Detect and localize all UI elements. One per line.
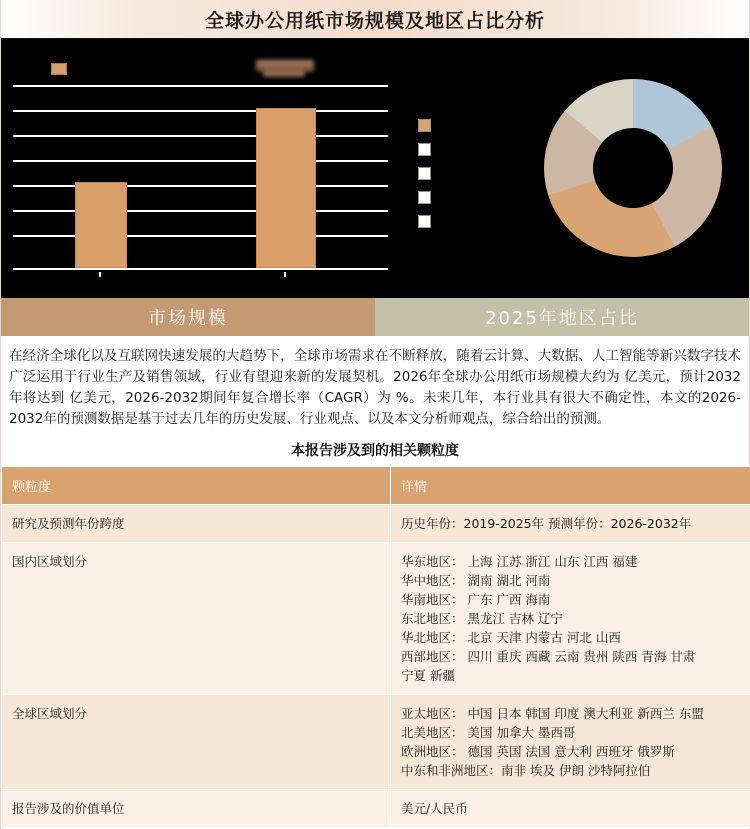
x-axis [13, 268, 388, 270]
detail-line: 欧洲地区： 德国 英国 法国 意大利 西班牙 俄罗斯 [401, 744, 675, 759]
donut-legend-swatch-1 [418, 119, 431, 132]
bar-series-2 [256, 108, 316, 268]
row-detail [391, 695, 750, 790]
bar-series-1 [75, 182, 127, 268]
detail-line: 美元/人民币 [401, 801, 468, 816]
donut-legend-swatch-4 [418, 191, 431, 204]
detail-line: 华中地区： 湖南 湖北 河南 [401, 573, 551, 588]
gridline [13, 85, 388, 87]
donut-legend-swatch-3 [418, 167, 431, 180]
row-label: 国内区域划分 [2, 543, 391, 695]
x-tick [99, 272, 101, 277]
tab-regional-share[interactable]: 2025年地区占比 [375, 298, 749, 336]
row-label: 全球区域划分 [2, 695, 391, 790]
table-row [2, 695, 750, 790]
table-row [2, 543, 750, 695]
gridline [13, 185, 388, 187]
row-label: 报告涉及的价值单位 [2, 790, 391, 828]
x-tick [284, 272, 286, 277]
row-detail [391, 790, 750, 828]
detail-line: 华东地区： 上海 江苏 浙江 山东 江西 福建 [401, 554, 638, 569]
table-header-row [2, 467, 750, 505]
bar-chart [1, 39, 406, 298]
tab-market-size[interactable]: 市场规模 [1, 298, 375, 336]
gridline [13, 235, 388, 237]
donut-center-hole [593, 128, 673, 208]
page-title: 全球办公用纸市场规模及地区占比分析 [204, 9, 545, 32]
row-detail [391, 543, 750, 695]
detail-line: 华北地区： 北京 天津 内蒙古 河北 山西 [401, 630, 621, 645]
detail-line: 亚太地区： 中国 日本 韩国 印度 澳大利亚 新西兰 东盟 [401, 706, 704, 721]
detail-line: 西部地区： 四川 重庆 西藏 云南 贵州 陕西 青海 甘肃 [401, 649, 696, 664]
legend-swatch-icon [51, 63, 67, 75]
table-row [2, 505, 750, 543]
detail-line: 宁夏 新疆 [401, 668, 455, 683]
detail-line: 历史年份：2019-2025年 预测年份：2026-2032年 [401, 516, 692, 531]
row-detail [391, 505, 750, 543]
donut-chart-legend [406, 39, 516, 298]
charts-panel [1, 39, 749, 298]
donut-chart [516, 39, 749, 298]
gridline [13, 160, 388, 162]
gridline [13, 135, 388, 137]
gridline [13, 110, 388, 112]
row-label: 研究及预测年份跨度 [2, 505, 391, 543]
page-title-bar [1, 0, 749, 39]
bar-chart-plot-area [13, 85, 388, 270]
table-row [2, 790, 750, 828]
detail-line: 华南地区： 广东 广西 海南 [401, 592, 551, 607]
gridline [13, 210, 388, 212]
detail-line: 北美地区： 美国 加拿大 墨西哥 [401, 725, 576, 740]
donut-legend-swatch-5 [418, 215, 431, 228]
detail-line: 东北地区： 黑龙江 吉林 辽宁 [401, 611, 563, 626]
table-header-detail: 详情 [391, 467, 750, 505]
legend-label-blurred-secondary [263, 70, 305, 77]
bar-chart-legend [1, 57, 406, 79]
section-tabs [1, 298, 749, 336]
table-subtitle: 本报告涉及到的相关颗粒度 [291, 443, 459, 459]
table-header-granularity: 颗粒度 [2, 467, 391, 505]
granularity-table [1, 466, 750, 828]
donut-legend-swatch-2 [418, 143, 431, 156]
intro-paragraph: 在经济全球化以及互联网快速发展的大趋势下，全球市场需求在不断释放，随着云计算、大数据、人工智能等新兴数字技术广泛运用于行业生产及销售领域，行业有望迎来新的发展契机。2026年全球办公用纸市场规模大约为 亿美元，预计2032年将达到 亿美元，2026-2032期间年复合增长率（CAGR）为 %。未来几年，本行业具有很大不确定性，本文的2026-2032年的预测数据是基于过去几年的历史发展、行业观点、以及本文分析师观点，综合给出的预测。 [9, 348, 741, 427]
detail-line: 中东和非洲地区：南非 埃及 伊朗 沙特阿拉伯 [401, 763, 651, 778]
